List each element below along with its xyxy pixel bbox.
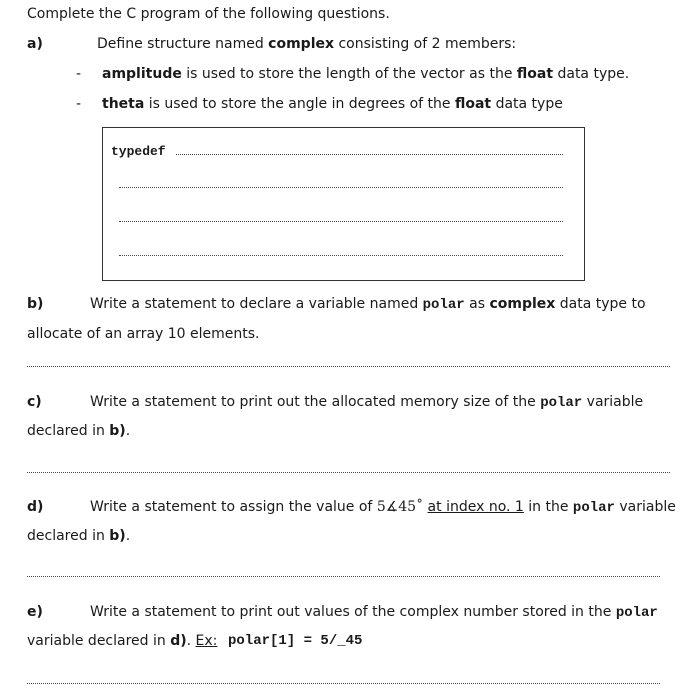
- question-e-text: Write a statement to print out values of the complex number stored in the polar: [90, 604, 658, 621]
- question-a-label: a): [27, 36, 43, 52]
- bullet-theta: theta is used to store the angle in degrees of the float data type: [102, 96, 563, 112]
- bullet-dash: -: [76, 96, 82, 112]
- answer-line[interactable]: [119, 221, 563, 222]
- bullet-dash: -: [76, 66, 82, 82]
- question-d-label: d): [27, 499, 44, 515]
- question-b-text-line2: allocate of an array 10 elements.: [27, 326, 260, 342]
- question-d-text-line2: declared in b).: [27, 528, 131, 544]
- bullet-amplitude: amplitude is used to store the length of the vector as the float data type.: [102, 66, 630, 82]
- answer-line[interactable]: [176, 154, 563, 155]
- question-b-label: b): [27, 296, 44, 312]
- question-e-text-line2: variable declared in d). Ex:: [27, 633, 218, 649]
- answer-line[interactable]: [119, 255, 563, 256]
- question-c-label: c): [27, 394, 42, 410]
- answer-line-b[interactable]: [27, 366, 670, 367]
- example-output: polar[1] = 5/_45: [228, 633, 363, 649]
- question-c-text-line2: declared in b).: [27, 423, 131, 439]
- answer-line-e[interactable]: [27, 683, 660, 684]
- question-e-label: e): [27, 604, 43, 620]
- code-typedef: typedef: [111, 144, 166, 159]
- question-c-text: Write a statement to print out the allocated memory size of the polar variable: [90, 394, 644, 411]
- instructions: Complete the C program of the following questions.: [27, 6, 390, 22]
- answer-line-d[interactable]: [27, 576, 660, 577]
- question-d-text: Write a statement to assign the value of 5∡45˚ at index no. 1 in the polar variable: [90, 499, 676, 516]
- question-a-text: Define structure named complex consisting of 2 members:: [97, 36, 517, 52]
- question-b-text: Write a statement to declare a variable named polar as complex data type to: [90, 296, 646, 313]
- answer-line-c[interactable]: [27, 472, 670, 473]
- answer-box-a[interactable]: [102, 127, 585, 281]
- answer-line[interactable]: [119, 187, 563, 188]
